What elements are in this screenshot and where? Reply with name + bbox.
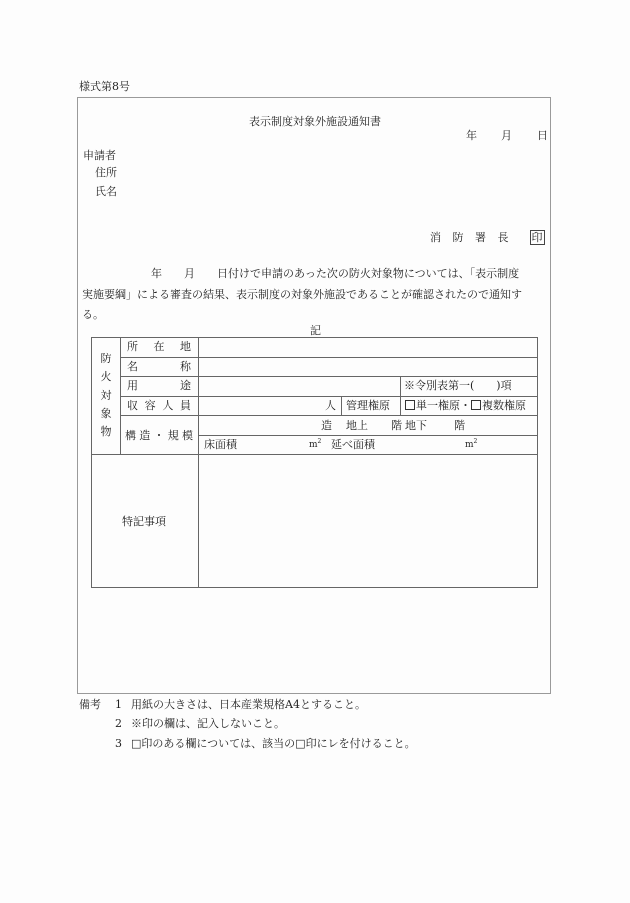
address-label: 住所 bbox=[95, 166, 117, 179]
issuer-title: 消 防 署 長 bbox=[430, 231, 513, 244]
special-notes-label: 特記事項 bbox=[122, 515, 166, 528]
separator: ・ bbox=[460, 399, 471, 412]
issuer bbox=[430, 230, 545, 245]
zou-label: 造 bbox=[321, 419, 332, 432]
remark-num: 2 bbox=[115, 717, 122, 730]
option-multiple: 複数権原 bbox=[482, 399, 526, 412]
row-label-location: 所 在 地 bbox=[127, 340, 191, 353]
checkbox-single[interactable] bbox=[405, 400, 415, 410]
capacity-unit: 人 bbox=[325, 399, 336, 412]
floor-label-1: 階 bbox=[391, 419, 402, 432]
above-ground-label: 地上 bbox=[346, 419, 368, 432]
row-label-name: 名 称 bbox=[127, 360, 191, 373]
date-day: 日 bbox=[537, 129, 548, 142]
management-options bbox=[405, 400, 526, 411]
body-line-2: 実施要綱」による審査の結果、表示制度の対象外施設であることが確認されたので通知す bbox=[82, 288, 522, 301]
date-month: 月 bbox=[501, 129, 512, 142]
seal-mark: 印 bbox=[531, 231, 543, 244]
remark-num: 1 bbox=[115, 698, 122, 711]
total-area-label: 延べ面積 bbox=[331, 438, 375, 451]
total-area-unit: $m^2$ bbox=[465, 438, 478, 450]
floor-label-2: 階 bbox=[454, 419, 465, 432]
date-year: 年 bbox=[466, 129, 477, 142]
applicant-label: 申請者 bbox=[83, 149, 116, 162]
name-label: 氏名 bbox=[95, 185, 117, 198]
remark-text: 用紙の大きさは、日本産業規格A4とすること。 bbox=[131, 698, 366, 711]
checkbox-multiple[interactable] bbox=[471, 400, 481, 410]
row-label-use: 用 途 bbox=[127, 379, 191, 392]
body-line-1: 年 月 日付けで申請のあった次の防火対象物については、「表示制度 bbox=[151, 267, 520, 280]
ki-label: 記 bbox=[310, 324, 321, 337]
below-ground-label: 地下 bbox=[405, 419, 427, 432]
form-number: 様式第8号 bbox=[79, 80, 130, 93]
remark-num: 3 bbox=[115, 737, 122, 750]
remark-text: □印のある欄については、該当の□印にレを付けること。 bbox=[131, 737, 416, 750]
remarks-label: 備考 bbox=[79, 698, 101, 711]
row-label-structure: 構 造 ・ 規 模 bbox=[125, 429, 193, 442]
group-label-fire-object: 防 火 対 象 物 bbox=[100, 352, 112, 438]
document-title: 表示制度対象外施設通知書 bbox=[249, 115, 381, 128]
remark-text: ※印の欄は、記入しないこと。 bbox=[131, 717, 285, 730]
use-note: ※令別表第一( )項 bbox=[404, 379, 512, 392]
body-line-3: る。 bbox=[82, 308, 104, 321]
option-single: 単一権原 bbox=[416, 399, 460, 412]
floor-area-label: 床面積 bbox=[204, 438, 237, 451]
row-label-capacity: 収 容 人 員 bbox=[127, 399, 191, 412]
floor-area-unit: $m^2$ bbox=[309, 438, 322, 450]
management-label: 管理権原 bbox=[346, 399, 390, 412]
